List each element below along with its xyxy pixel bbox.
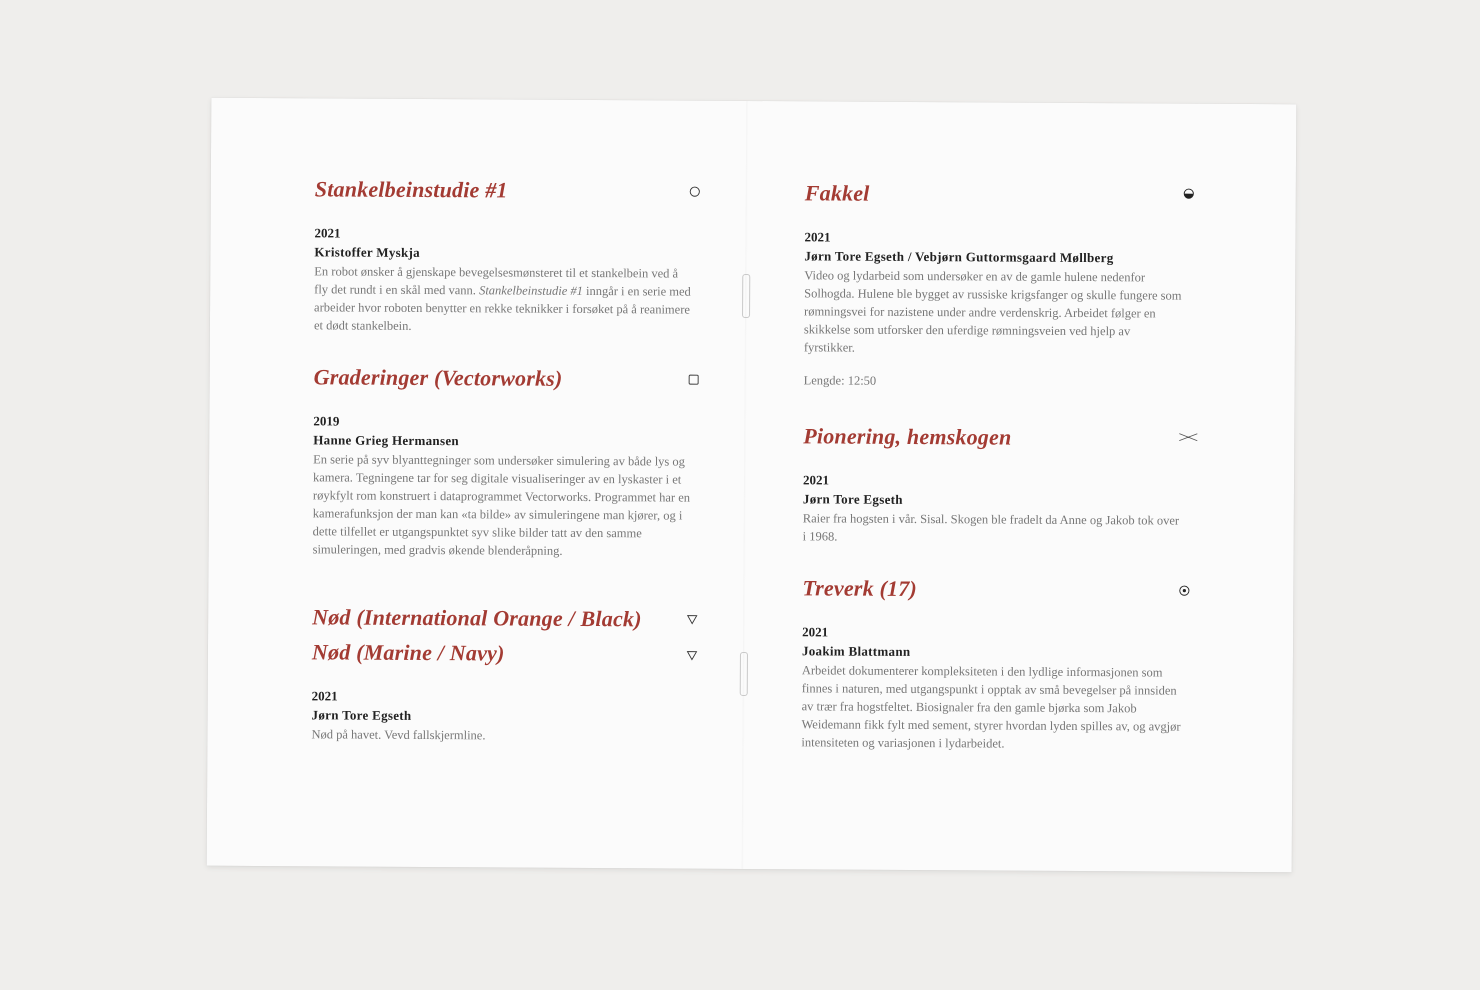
entry-treverk: [801, 575, 1182, 753]
entry-description: Nød på havet. Vevd fallskjermline.: [311, 727, 486, 743]
triangle-down-icon: [686, 614, 698, 626]
description-text: En robot ønsker å gjenskape bevegelsesmønsteret til et stankelbein ved å fly det rundt i en skål med vann.: [314, 264, 679, 298]
entry-year: 2021: [802, 624, 829, 640]
entry-title: Fakkel: [804, 180, 870, 206]
entry-description: Video og lydarbeid som undersøker en av de gamle hulene nedenfor Solhogda. Hulene ble bygget av russiske krigsfanger og skulle fungere som rømningsvei for nazistene under andre verdenskrig. Arbeidet følger en skikkelse som utforsker den uferdige rømningsveien ved hjelp av fyrstikker.: [803, 268, 1182, 355]
staple-bottom: [740, 652, 748, 696]
entry-pionering: [803, 423, 1184, 547]
entry-artist: Kristoffer Myskja: [314, 244, 421, 260]
entry-fakkel: [804, 180, 1185, 390]
description-text: inngår i en serie med arbeider hvor roboten benytter en rekke teknikker i forsøket på å reanimere et dødt stankelbein.: [313, 283, 691, 333]
spine: [742, 101, 749, 869]
entry-title: Stankelbeinstudie #1: [314, 176, 508, 203]
circle-outline-icon: [689, 186, 701, 198]
entry-year: 2021: [314, 225, 341, 241]
crossed-sticks-icon: [1178, 432, 1198, 444]
staple-top: [742, 274, 750, 318]
entry-title: Graderinger (Vectorworks): [313, 364, 563, 391]
entry-description: En serie på syv blyanttegninger som undersøker simulering av både lys og kamera. Tegningene tar for seg digitale visualiseringer av en lyskaster i et røykfylt rom konstruert i dataprogrammet Vectorworks. Programmet har en kamerafunksjon der man kan «ta bilde» av simuleringene man kjører, og i dette tilfellet er utgangspunktet syv slike bilder tatt av den samme simuleringen, med gradvis økende blenderåpning.: [312, 452, 691, 558]
entry-year: 2021: [802, 472, 830, 488]
description-italic: Stankelbeinstudie #1: [479, 283, 583, 298]
entry-nod: [311, 604, 692, 745]
entry-year: 2019: [313, 413, 340, 429]
entry-artist: Jørn Tore Egseth / Vebjørn Guttormsgaard Møllberg: [804, 248, 1114, 266]
entry-year: 2021: [311, 688, 338, 704]
entry-title: Nød (International Orange / Black): [312, 604, 642, 632]
entry-title: Pionering, hemskogen: [803, 423, 1012, 450]
entry-description: [314, 262, 694, 336]
entry-year: 2021: [804, 229, 831, 245]
entry-artist: Hanne Grieg Hermansen: [313, 432, 459, 449]
entry-length: Lengde: 12:50: [803, 373, 877, 388]
half-filled-circle-icon: [1183, 188, 1195, 200]
entry-artist: Jørn Tore Egseth: [802, 491, 903, 507]
booklet: [207, 98, 1297, 873]
dot-in-circle-icon: [1178, 585, 1190, 597]
triangle-down-icon: [686, 650, 698, 662]
entry-title-secondary: Nød (Marine / Navy): [311, 639, 505, 666]
square-outline-icon: [688, 374, 700, 386]
entry-description: Arbeidet dokumenterer kompleksiteten i den lydlige informasjonen som finnes i naturen, med utgangspunkt i opptak av små bevegelser på innsiden av trær fra hogstfeltet. Biosignaler fra den gamle bjørka som Jakob Weidemann fikk fylt med sement, styrer hvordan lyden spilles av, og avgjør intensiteten og variasjonen i lydarbeidet.: [801, 663, 1181, 751]
entry-artist: Joakim Blattmann: [801, 643, 911, 659]
entry-graderinger: [313, 364, 694, 560]
entry-stankelbeinstudie: [314, 176, 695, 336]
entry-artist: Jørn Tore Egseth: [311, 707, 412, 723]
entry-title: Treverk (17): [802, 575, 918, 602]
entry-description: Raier fra hogsten i vår. Sisal. Skogen ble fradelt da Anne og Jakob tok over i 1968.: [802, 511, 1180, 544]
